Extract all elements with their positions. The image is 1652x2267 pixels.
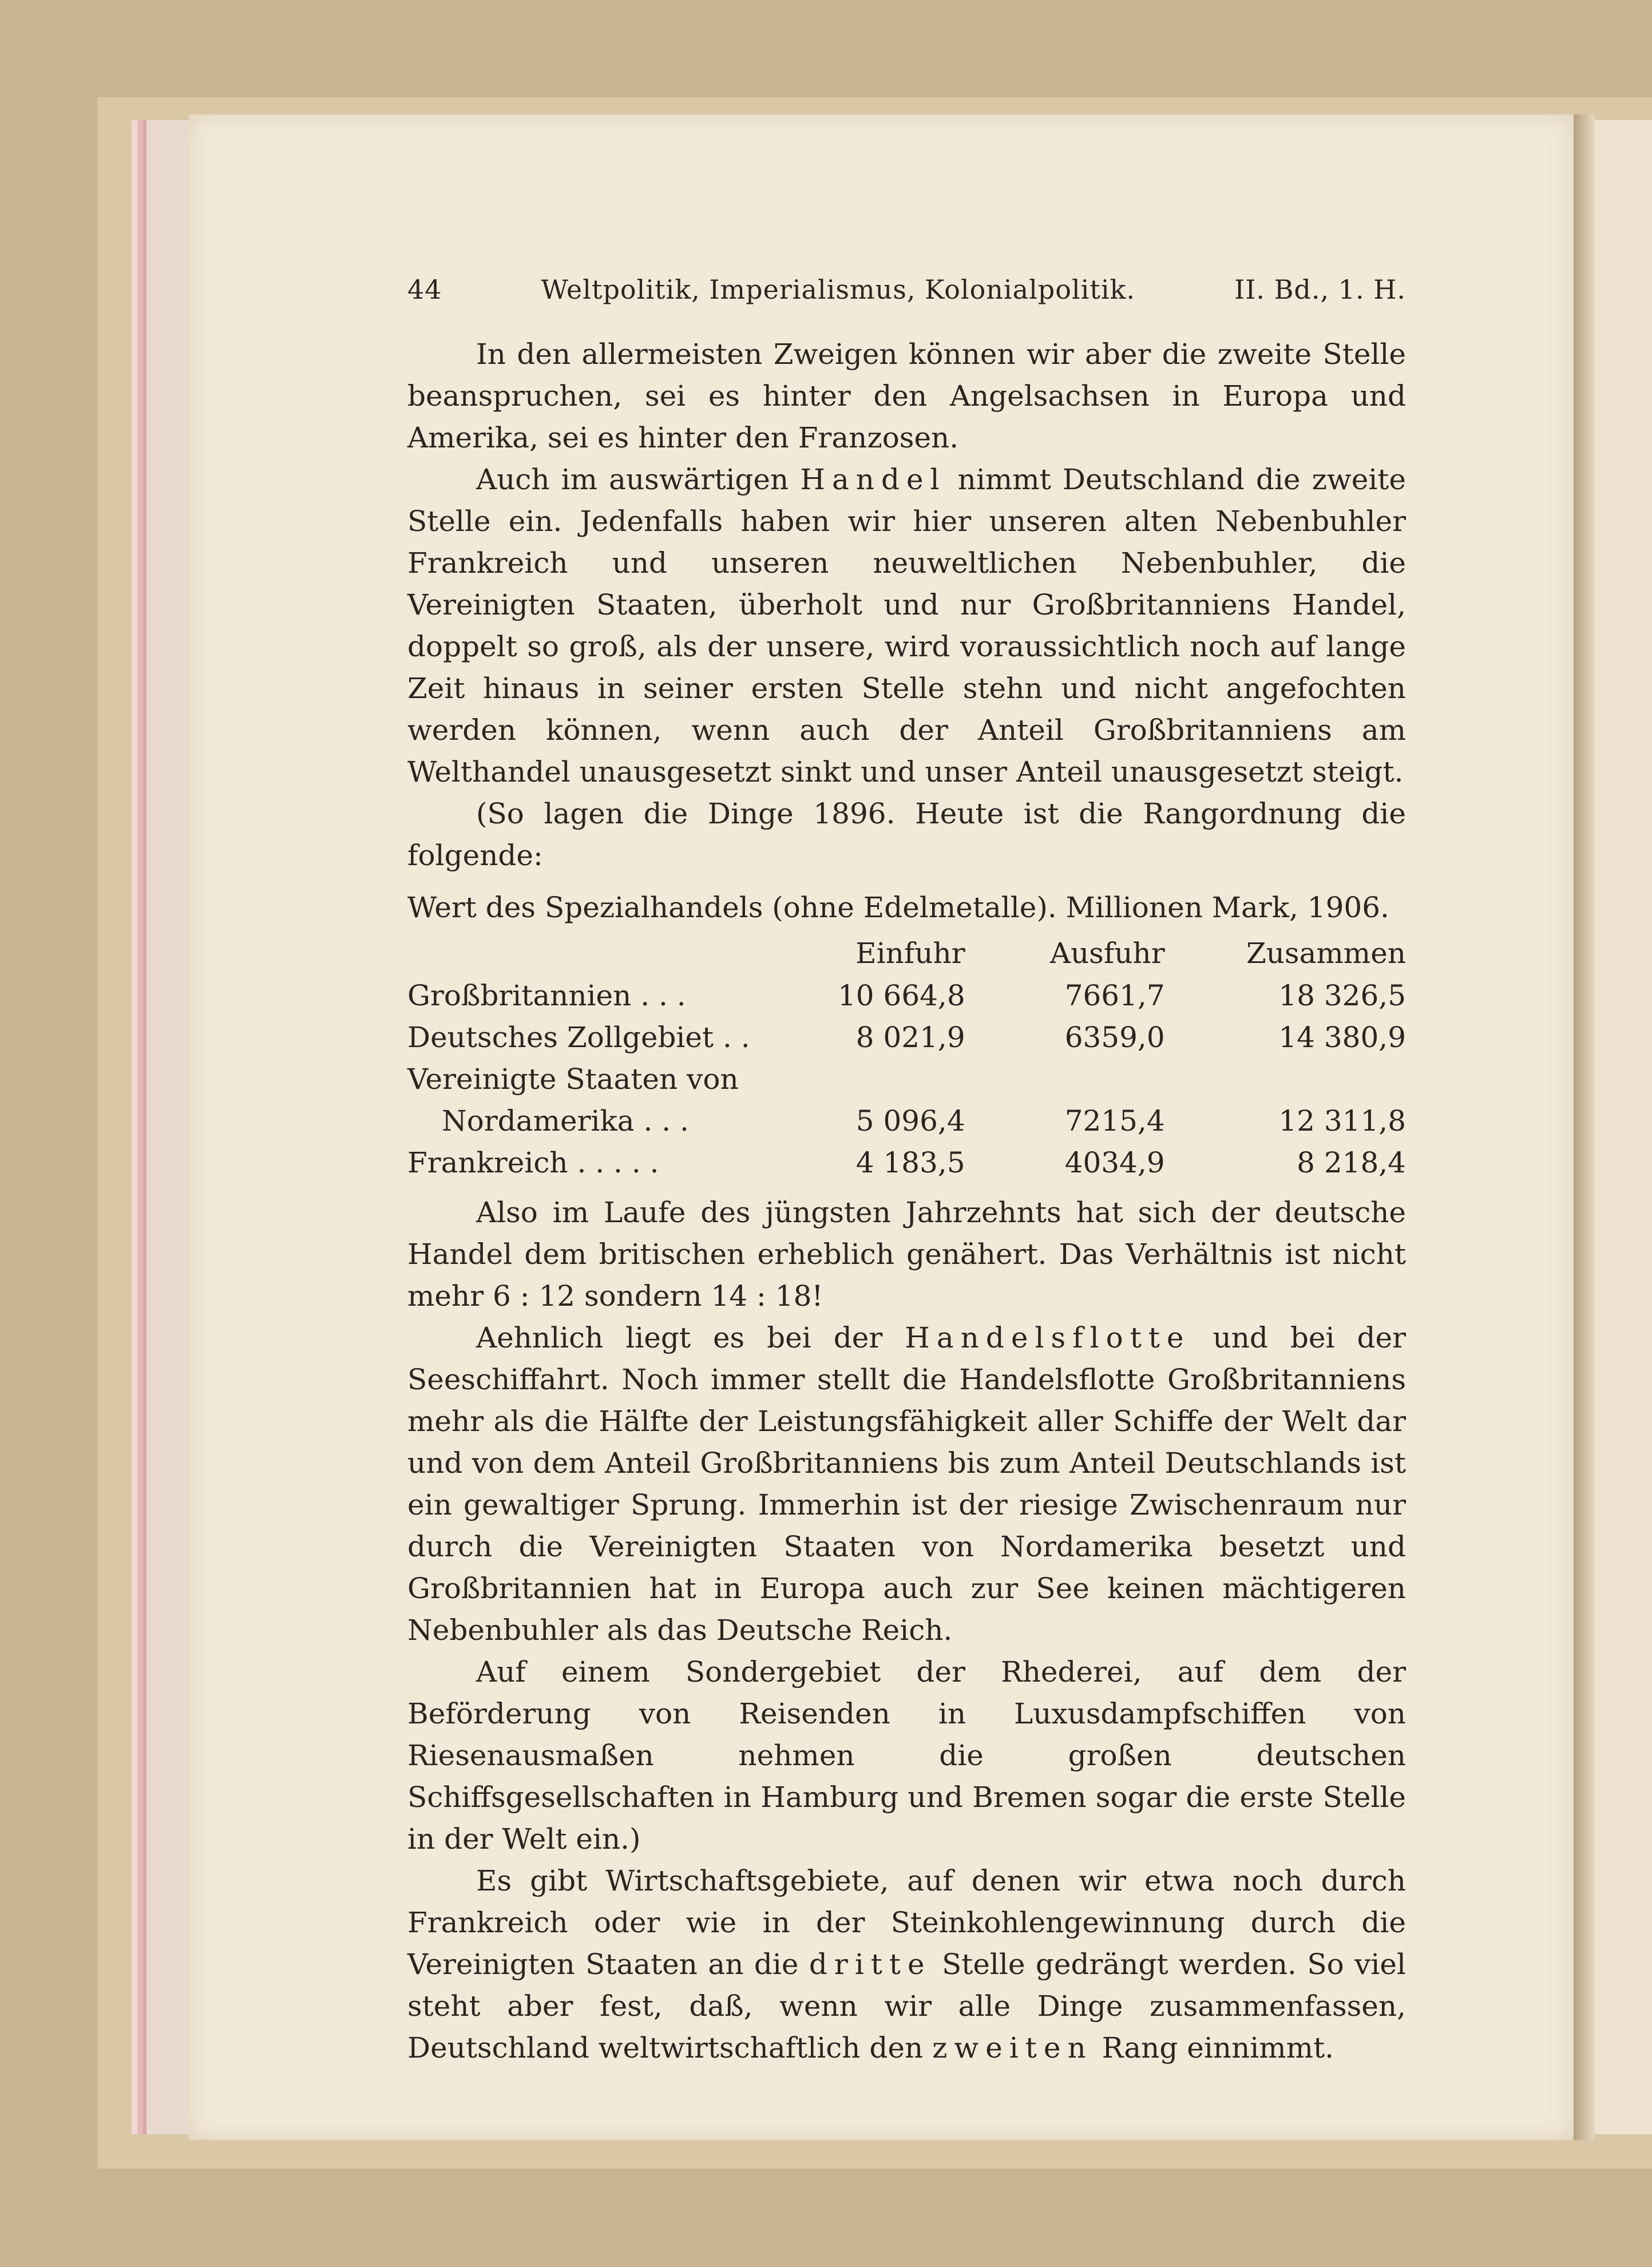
cell-ausfuhr	[977, 1059, 1176, 1100]
row-label: Großbritannien . . .	[407, 979, 686, 1012]
cell-zusammen: 18 326,5	[1278, 979, 1406, 1012]
table-row	[407, 1142, 1406, 1184]
paragraph-7	[407, 1860, 1406, 2069]
table-caption: Wert des Spezialhandels (ohne Edelmetalle). Millionen Mark, 1906.	[407, 891, 1389, 924]
volume-label: II. Bd., 1. H.	[1234, 274, 1406, 305]
running-title: Weltpolitik, Imperialismus, Kolonialpolitik.	[541, 274, 1136, 305]
cell-einfuhr: 5 096,4	[855, 1104, 965, 1138]
row-label: Nordamerika . . .	[442, 1104, 689, 1138]
column-header-zusammen: Zusammen	[1246, 937, 1406, 970]
column-header-ausfuhr: Ausfuhr	[1049, 937, 1165, 970]
paragraph-6: Auf einem Sondergebiet der Rhederei, auf dem der Beförderung von Reisenden in Luxusdampfschiffen von Riesenausmaßen nehmen die großen deutschen Schiffsgesellschaften in Hamburg und Bremen sogar die erste Stelle in der Welt ein.)	[407, 1655, 1406, 1856]
para5-end: und bei der Seeschiffahrt. Noch immer stellt die Handelsflotte Großbritanniens mehr als die Hälfte der Leistungsfähigkeit aller Schiffe der Welt dar und von dem Anteil Großbritanniens bis zum Anteil Deutschlands ist ein gewaltiger Sprung. Immerhin ist der riesige Zwischenraum nur durch die Vereinigten Staaten von Nordamerika besetzt und Großbritannien hat in Europa auch zur See keinen mächtigeren Nebenbuhler als das Deutsche Reich.	[407, 1321, 1406, 1647]
cell-einfuhr	[777, 1059, 977, 1100]
row-label: Frankreich . . . . .	[407, 1146, 659, 1179]
cell-einfuhr: 4 183,5	[855, 1146, 965, 1179]
para5-emphasis: Handelsflotte	[905, 1321, 1191, 1354]
para5-start: Aehnlich liegt es bei der	[476, 1321, 883, 1354]
para7-middle: Stelle gedrängt werden. So viel steht aber fest, daß, wenn wir alle Dinge zusammenfassen, Deutschland weltwirtschaftlich den	[407, 1948, 1406, 2064]
paragraph-4: Also im Laufe des jüngsten Jahrzehnts hat sich der deutsche Handel dem britischen erheblich genähert. Das Verhältnis ist nicht mehr 6 : 12 sondern 14 : 18!	[407, 1196, 1406, 1313]
cell-ausfuhr: 6359,0	[1064, 1021, 1165, 1054]
cell-zusammen: 12 311,8	[1278, 1104, 1406, 1138]
cell-einfuhr: 8 021,9	[855, 1021, 965, 1054]
paragraph-3: (So lagen die Dinge 1896. Heute ist die Rangordnung die folgende:	[407, 797, 1406, 872]
page-content	[407, 269, 1406, 2069]
row-label: Vereinigte Staaten von	[407, 1063, 739, 1096]
table-row	[407, 1100, 1406, 1142]
table-header-blank	[407, 932, 777, 975]
para7-emphasis-1: dritte	[809, 1948, 932, 1981]
trade-table	[407, 932, 1406, 1184]
para7-end: Rang einnimmt.	[1102, 2031, 1334, 2064]
page-number: 44	[407, 274, 442, 305]
paragraph-2	[407, 459, 1406, 793]
paragraph-5	[407, 1317, 1406, 1651]
running-header	[407, 269, 1406, 311]
column-header-einfuhr: Einfuhr	[855, 937, 965, 970]
trade-statistics	[407, 887, 1406, 1184]
book-gutter	[1574, 114, 1595, 2140]
para2-start: Auch im auswärtigen	[476, 463, 789, 496]
cell-einfuhr: 10 664,8	[837, 979, 965, 1012]
table-row	[407, 1059, 1406, 1100]
cell-ausfuhr: 7661,7	[1064, 979, 1165, 1012]
table-row	[407, 1017, 1406, 1059]
cell-ausfuhr: 7215,4	[1064, 1104, 1165, 1138]
para7-start: Es gibt Wirtschaftsgebiete, auf denen wir etwa noch durch Frankreich oder wie in der Steinkohlengewinnung durch die Vereinigten Staaten an die	[407, 1864, 1406, 1981]
row-label: Deutsches Zollgebiet . .	[407, 1021, 750, 1054]
para2-end: nimmt Deutschland die zweite Stelle ein. Jedenfalls haben wir hier unseren alten Nebenbuhler Frankreich und unseren neuweltlichen Nebenbuhler, die Vereinigten Staaten, überholt und nur Großbritanniens Handel, doppelt so groß, als der unsere, wird voraussichtlich noch auf lange Zeit hinaus in seiner ersten Stelle stehn und nicht angefochten werden können, wenn auch der Anteil Großbritanniens am Welthandel unausgesetzt sinkt und unser Anteil unausgesetzt steigt.	[407, 463, 1406, 788]
facing-page-edge	[1595, 120, 1652, 2134]
para7-emphasis-2: zweiten	[932, 2031, 1093, 2064]
cell-zusammen	[1176, 1059, 1406, 1100]
paragraph-1: In den allermeisten Zweigen können wir aber die zweite Stelle beanspruchen, sei es hinter den Angelsachsen in Europa und Amerika, sei es hinter den Franzosen.	[407, 338, 1406, 454]
table-header-row	[407, 932, 1406, 975]
cell-ausfuhr: 4034,9	[1064, 1146, 1165, 1179]
table-row	[407, 975, 1406, 1017]
cell-zusammen: 14 380,9	[1278, 1021, 1406, 1054]
cell-zusammen: 8 218,4	[1297, 1146, 1406, 1179]
para2-emphasis: Handel	[800, 463, 946, 496]
